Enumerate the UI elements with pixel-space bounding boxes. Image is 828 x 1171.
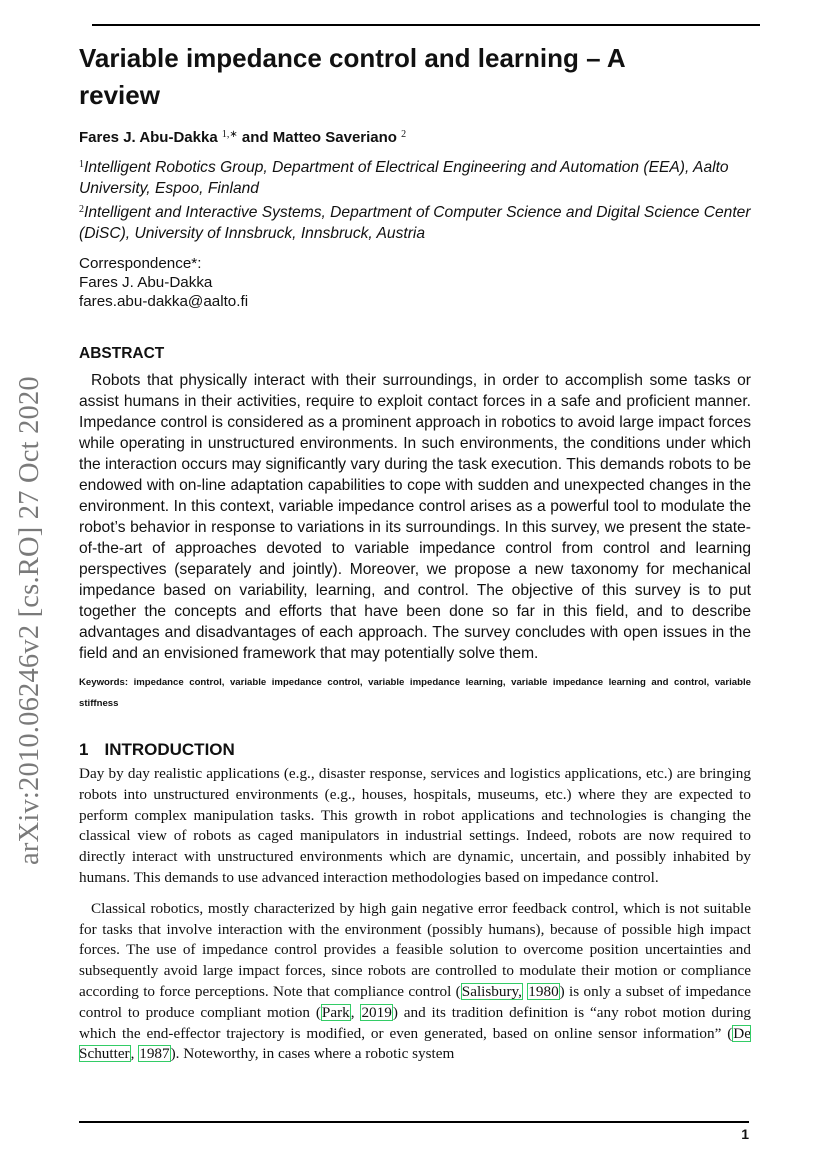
section-heading	[79, 738, 751, 762]
citation-link[interactable]: 1980	[528, 982, 559, 1000]
paper-content	[79, 40, 751, 1065]
paragraph-text: ) and its tradition definition is “any robot motion during which the end-effector trajectory is modified, or even generated, based on online sensor information” (	[79, 1003, 752, 1042]
affiliation-text: Intelligent and Interactive Systems, Department of Computer Science and Digital Science Center (DiSC), University of Innsbruck, Innsbruck, Austria	[79, 204, 751, 242]
citation-link[interactable]: 1987	[139, 1045, 170, 1063]
author-conjunction: and	[241, 129, 269, 146]
affiliation-text: Intelligent Robotics Group, Department of Electrical Engineering and Automation (EEA), Aalto University, Espoo, Finland	[79, 159, 729, 197]
paragraph-text: ,	[130, 1045, 139, 1063]
section-number: 1	[79, 740, 89, 759]
paper-title: Variable impedance control and learning – A review	[79, 43, 625, 110]
top-rule	[92, 24, 760, 26]
paragraph-text: Classical robotics, mostly characterized by high gain negative error feedback control, which is not suitable for tasks that involve interaction with the environment (possibly humans), because of possible high impact forces. The use of impedance control provides a feasible solution to overcome position uncertainties and subsequently avoid large impact forces, since robots are controlled to modulate their motion or compliance according to force perceptions. Note that compliance control (	[79, 899, 751, 1000]
bottom-rule	[79, 1121, 749, 1123]
correspondence-label: Correspondence*:	[79, 255, 202, 272]
author-affiliation-marks: 2	[401, 129, 407, 140]
citation-link[interactable]: Park	[321, 1003, 350, 1021]
affiliation-1	[79, 154, 751, 199]
paragraph-text: ). Noteworthy, in cases where a robotic system	[170, 1045, 455, 1063]
abstract-text: Robots that physically interact with their surroundings, in order to accomplish some tasks or assist humans in their activities, require to exploit contact forces in a safe and proficient manner. Impedance control is considered as a prominent approach in robotics to avoid large impact forces while operating in unstructured environments. In such environments, the conditions under which the interaction occurs may significantly vary during the task execution. This demands robots to be endowed with on-line adaptation capabilities to cope with sudden and unexpected changes in the environment. In this context, variable impedance control arises as a powerful tool to modulate the robot’s behavior in response to variations in its surroundings. In this survey, we present the state-of-the-art of approaches devoted to variable impedance control from control and learning perspectives (separately and jointly). Moreover, we propose a new taxonomy for mechanical impedance based on variability, learning, and control. The objective of this survey is to put together the concepts and efforts that have been done so far in this field, and to describe advantages and disadvantages of each approach. The survey concludes with open issues in the field and an envisioned framework that may potentially solve them.	[79, 372, 751, 662]
intro-paragraph-1: Day by day realistic applications (e.g., disaster response, services and logistics applications, etc.) are bringing robots into unstructured environments (e.g., houses, hospitals, museums, etc.) where they are expected to perform complex manipulation tasks. This growth in robot applications and technologies is changing the classical view of robots as caged manipulators in industrial settings. Indeed, robots are now required to directly interact with unstructured environments which are dynamic, uncertain, and possibly inhabited by humans. This demands to use advanced interaction methodologies based on impedance control.	[79, 765, 751, 886]
paragraph-text: ) is only a subset of impedance control to produce compliant motion (	[79, 982, 752, 1021]
citation-link[interactable]: De Schutter	[79, 1024, 751, 1063]
correspondence-email[interactable]: fares.abu-dakka@aalto.fi	[79, 293, 249, 310]
intro-paragraph-2	[79, 899, 751, 1065]
paragraph-text: ,	[350, 1003, 361, 1021]
author-affiliation-marks: 1,∗	[221, 129, 238, 140]
citation-link[interactable]: 2019	[361, 1003, 392, 1021]
correspondence-name: Fares J. Abu-Dakka	[79, 274, 213, 291]
section-title: INTRODUCTION	[104, 740, 235, 759]
keywords: Keywords: impedance control, variable impedance control, variable impedance learning, variable impedance learning and control, variable stiffness	[79, 677, 751, 709]
page-number: 1	[741, 1126, 749, 1142]
author-list	[79, 125, 751, 148]
abstract-heading: ABSTRACT	[79, 345, 165, 362]
affiliation-2	[79, 199, 751, 244]
affiliation-number: 1	[79, 159, 84, 170]
correspondence	[79, 254, 751, 311]
citation-link[interactable]: Salisbury,	[461, 982, 522, 1000]
author-name: Fares J. Abu-Dakka	[79, 129, 218, 146]
arxiv-stamp: arXiv:2010.06246v2 [cs.RO] 27 Oct 2020	[14, 376, 45, 865]
affiliation-number: 2	[79, 204, 84, 215]
author-name: Matteo Saveriano	[272, 129, 397, 146]
